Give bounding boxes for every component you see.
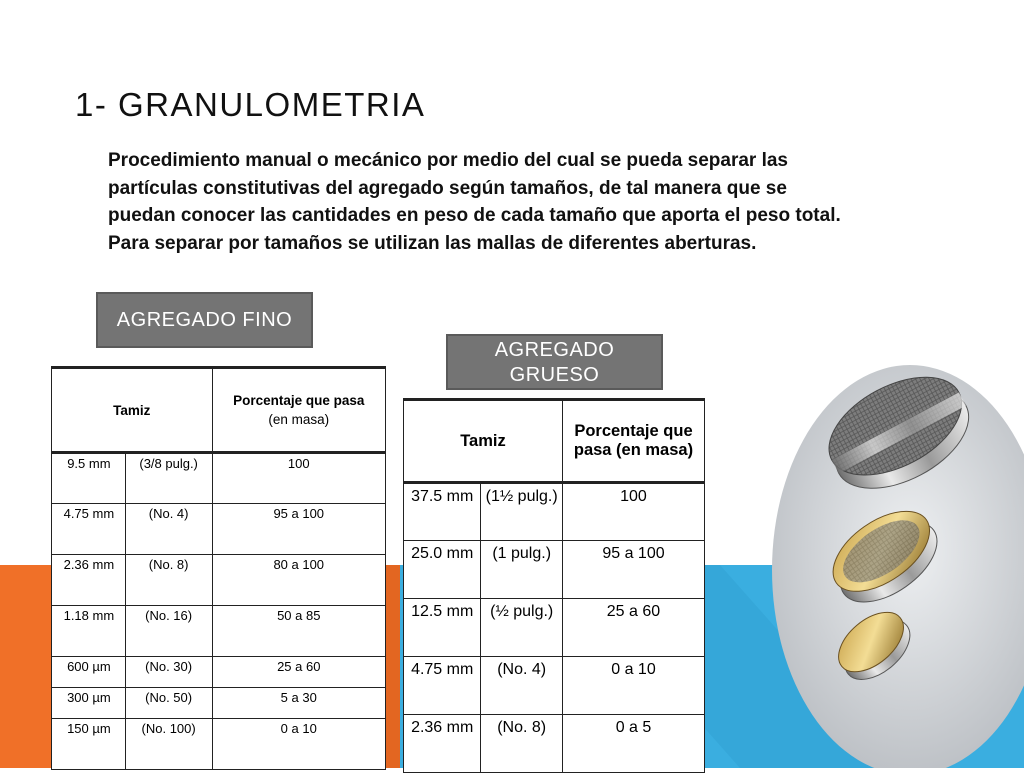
cell-percent: 25 a 60	[562, 599, 704, 657]
cell-number: (No. 30)	[125, 657, 212, 688]
header-porcentaje: Porcentaje que pasa (en masa)	[562, 400, 704, 483]
cell-size: 2.36 mm	[52, 555, 126, 606]
cell-percent: 0 a 10	[562, 657, 704, 715]
header-tamiz: Tamiz	[52, 368, 213, 453]
cell-number: (No. 16)	[125, 606, 212, 657]
cell-number: (1½ pulg.)	[481, 483, 563, 541]
cell-size: 4.75 mm	[404, 657, 481, 715]
fine-aggregate-table	[51, 366, 386, 770]
cell-number: (No. 8)	[125, 555, 212, 606]
cell-number: (No. 8)	[481, 715, 563, 773]
cell-percent: 50 a 85	[212, 606, 386, 657]
cell-size: 300 µm	[52, 688, 126, 719]
cell-percent: 100	[562, 483, 704, 541]
cell-size: 2.36 mm	[404, 715, 481, 773]
table-row	[404, 715, 705, 773]
coarse-aggregate-table	[403, 398, 705, 773]
table-header-row	[52, 368, 386, 453]
cell-percent: 0 a 5	[562, 715, 704, 773]
cell-number: (No. 4)	[481, 657, 563, 715]
cell-number: (No. 100)	[125, 719, 212, 770]
table-row	[52, 657, 386, 688]
label-agregado-fino: AGREGADO FINO	[96, 292, 313, 348]
sieve-photo	[770, 355, 1024, 768]
table-row	[404, 657, 705, 715]
cell-percent: 100	[212, 453, 386, 504]
label-agregado-grueso: AGREGADO GRUESO	[446, 334, 663, 390]
cell-number: (No. 4)	[125, 504, 212, 555]
table-row	[404, 541, 705, 599]
table-row	[52, 606, 386, 657]
cell-size: 12.5 mm	[404, 599, 481, 657]
definition-paragraph: Procedimiento manual o mecánico por medio del cual se pueda separar las partículas constitutivas del agregado según tamaños, de tal manera que se puedan conocer las cantidades en peso de cada tamaño que aporta el peso total. Para separar por tamaños se utilizan las mallas de diferentes aberturas.	[108, 150, 841, 254]
cell-size: 150 µm	[52, 719, 126, 770]
table-row	[52, 504, 386, 555]
header-porcentaje-line1: Porcentaje que pasa	[233, 393, 365, 408]
cell-number: (3/8 pulg.)	[125, 453, 212, 504]
cell-size: 9.5 mm	[52, 453, 126, 504]
cell-size: 4.75 mm	[52, 504, 126, 555]
cell-percent: 25 a 60	[212, 657, 386, 688]
cell-number: (No. 50)	[125, 688, 212, 719]
cell-size: 1.18 mm	[52, 606, 126, 657]
cell-percent: 95 a 100	[562, 541, 704, 599]
slide-title: 1- GRANULOMETRIA	[75, 86, 426, 123]
table-row	[404, 483, 705, 541]
header-porcentaje	[212, 368, 386, 453]
cell-size: 37.5 mm	[404, 483, 481, 541]
cell-percent: 0 a 10	[212, 719, 386, 770]
cell-number: (1 pulg.)	[481, 541, 563, 599]
header-porcentaje-line2: (en masa)	[268, 412, 330, 427]
cell-number: (½ pulg.)	[481, 599, 563, 657]
table-row	[52, 555, 386, 606]
table-row	[52, 453, 386, 504]
table-row	[52, 688, 386, 719]
table-row	[404, 599, 705, 657]
cell-size: 600 µm	[52, 657, 126, 688]
cell-size: 25.0 mm	[404, 541, 481, 599]
table-header-row	[404, 400, 705, 483]
cell-percent: 95 a 100	[212, 504, 386, 555]
cell-percent: 5 a 30	[212, 688, 386, 719]
cell-percent: 80 a 100	[212, 555, 386, 606]
header-tamiz: Tamiz	[404, 400, 563, 483]
table-row	[52, 719, 386, 770]
